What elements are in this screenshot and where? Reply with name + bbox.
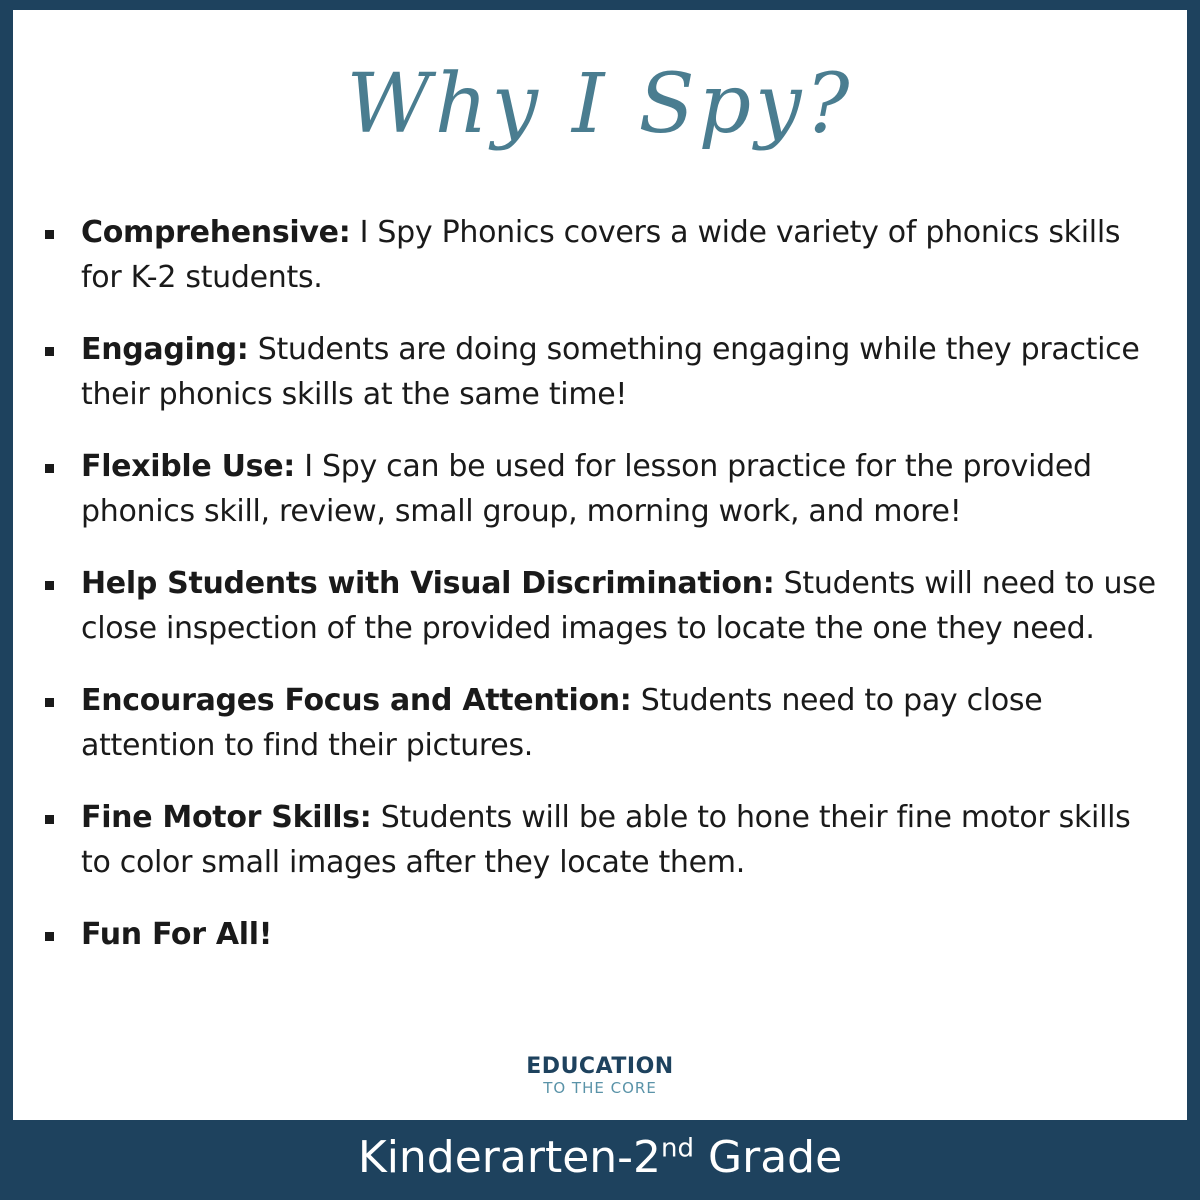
list-item bbox=[41, 327, 1161, 417]
item-label: Fine Motor Skills: bbox=[81, 800, 372, 835]
square-bullet-icon bbox=[45, 464, 54, 473]
grade-footer bbox=[0, 1120, 1200, 1200]
item-text: I Spy can be used for lesson practice for the provided phonics skill, review, small group, morning work, and more! bbox=[81, 449, 1092, 529]
list-item bbox=[41, 795, 1161, 885]
page-title: Why I Spy? bbox=[346, 57, 854, 152]
square-bullet-icon bbox=[45, 230, 54, 239]
list-item bbox=[41, 912, 1161, 957]
list-item bbox=[41, 561, 1161, 651]
square-bullet-icon bbox=[45, 698, 54, 707]
square-bullet-icon bbox=[45, 932, 54, 941]
content-panel bbox=[13, 10, 1187, 1120]
list-item bbox=[41, 210, 1161, 300]
square-bullet-icon bbox=[45, 815, 54, 824]
item-label: Engaging: bbox=[81, 332, 249, 367]
item-label: Encourages Focus and Attention: bbox=[81, 683, 632, 718]
brand-logo bbox=[13, 1055, 1187, 1097]
footer-prefix: Kinderarten-2 bbox=[357, 1132, 662, 1183]
item-label: Comprehensive: bbox=[81, 215, 351, 250]
list-item bbox=[41, 678, 1161, 768]
footer-suffix: Grade bbox=[694, 1132, 843, 1183]
item-text: I Spy Phonics covers a wide variety of phonics skills for K-2 students. bbox=[81, 215, 1121, 295]
item-text: Students will be able to hone their fine motor skills to color small images after they locate them. bbox=[81, 800, 1131, 880]
item-text: Students will need to use close inspection of the provided images to locate the one they need. bbox=[81, 566, 1156, 646]
square-bullet-icon bbox=[45, 347, 54, 356]
reasons-list bbox=[41, 210, 1161, 984]
list-item bbox=[41, 444, 1161, 534]
item-text: Students need to pay close attention to find their pictures. bbox=[81, 683, 1043, 763]
logo-sub-text: TO THE CORE bbox=[543, 1079, 657, 1097]
footer-ordinal: nd bbox=[661, 1133, 695, 1164]
item-label: Help Students with Visual Discrimination: bbox=[81, 566, 775, 601]
item-text: Students are doing something engaging while they practice their phonics skills at the same time! bbox=[81, 332, 1140, 412]
item-label: Flexible Use: bbox=[81, 449, 295, 484]
square-bullet-icon bbox=[45, 581, 54, 590]
logo-main-text: EDUCATION bbox=[526, 1054, 674, 1079]
item-label: Fun For All! bbox=[81, 917, 273, 952]
